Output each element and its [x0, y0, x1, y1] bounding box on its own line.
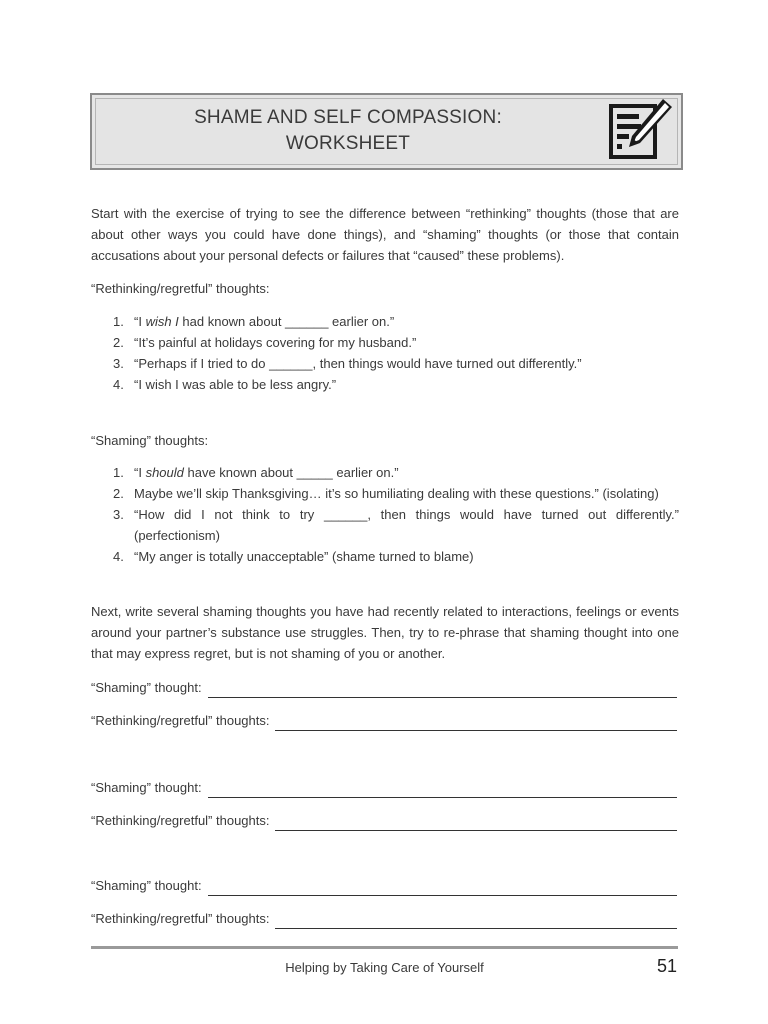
rethinking-heading: “Rethinking/regretful” thoughts:	[91, 281, 270, 296]
rethinking-thought-row	[91, 908, 677, 929]
shaming-thought-row	[91, 677, 677, 698]
list-text: “My anger is totally unacceptable” (shame turned to blame)	[134, 549, 474, 564]
shaming-thought-label: “Shaming” thought:	[91, 680, 202, 695]
list-text: “Perhaps if I tried to do ______, then things would have turned out differently.”	[134, 356, 582, 371]
list-emphasis: wish I	[145, 314, 179, 329]
shaming-thought-blank[interactable]	[208, 880, 677, 896]
worksheet-pencil-icon	[608, 97, 676, 163]
list-text: Maybe we’ll skip Thanksgiving… it’s so humiliating dealing with these questions.” (isolating)	[134, 486, 659, 501]
list-number: 4.	[113, 549, 124, 564]
list-number: 4.	[113, 377, 124, 392]
rethinking-thought-row	[91, 710, 677, 731]
list-number: 2.	[113, 335, 124, 350]
shaming-thought-label: “Shaming” thought:	[91, 878, 202, 893]
shaming-thought-blank[interactable]	[208, 782, 677, 798]
shaming-thought-row	[91, 777, 677, 798]
list-item	[91, 353, 679, 374]
title-line-1: SHAME AND SELF COMPASSION:	[194, 107, 502, 128]
list-item	[91, 504, 679, 546]
list-item	[91, 311, 679, 332]
list-item	[91, 332, 679, 353]
list-text: “I	[134, 465, 146, 480]
footer-title: Helping by Taking Care of Yourself	[285, 960, 484, 975]
page-number: 51	[656, 956, 677, 976]
list-emphasis: should	[145, 465, 184, 480]
rethinking-thought-label: “Rethinking/regretful” thoughts:	[91, 713, 270, 728]
list-text: have known about _____ earlier on.”	[183, 465, 399, 480]
shaming-thought-row	[91, 875, 677, 896]
page-title	[188, 105, 508, 157]
rethinking-thought-blank[interactable]	[275, 715, 677, 731]
list-text: “I wish I was able to be less angry.”	[134, 377, 337, 392]
list-number: 3.	[113, 356, 124, 371]
shaming-thought-blank[interactable]	[208, 682, 677, 698]
rethinking-thought-row	[91, 810, 677, 831]
rethinking-list	[91, 311, 679, 395]
shaming-thought-label: “Shaming” thought:	[91, 780, 202, 795]
rethinking-thought-label: “Rethinking/regretful” thoughts:	[91, 911, 270, 926]
shaming-heading: “Shaming” thoughts:	[91, 433, 209, 448]
list-item	[91, 374, 679, 395]
list-text: had known about ______ earlier on.”	[178, 314, 395, 329]
intro-paragraph: Start with the exercise of trying to see the difference between “rethinking” thoughts (those that are about other ways you could have done things), and “shaming” thoughts (or those that contain accusations about your personal defects or failures that “caused” these problems).	[91, 206, 679, 263]
list-number: 3.	[113, 507, 124, 522]
title-line-2: WORKSHEET	[285, 133, 411, 154]
rethinking-thought-blank[interactable]	[275, 913, 677, 929]
list-item	[91, 546, 679, 567]
list-text: “How did I not think to try ______, then things would have turned out differently.” (perfectionism)	[134, 507, 679, 543]
list-item	[91, 462, 679, 483]
list-item	[91, 483, 679, 504]
list-number: 1.	[113, 465, 124, 480]
list-number: 2.	[113, 486, 124, 501]
list-text: “It’s painful at holidays covering for my husband.”	[134, 335, 417, 350]
shaming-list	[91, 462, 679, 567]
instructions-paragraph: Next, write several shaming thoughts you have had recently related to interactions, feelings or events around your partner’s substance use struggles. Then, try to re-phrase that shaming thought into one that may express regret, but is not shaming of you or another.	[91, 604, 679, 661]
worksheet-header	[90, 93, 683, 170]
list-number: 1.	[113, 314, 124, 329]
rethinking-thought-label: “Rethinking/regretful” thoughts:	[91, 813, 270, 828]
rethinking-thought-blank[interactable]	[275, 815, 677, 831]
list-text: “I	[134, 314, 146, 329]
footer-divider	[91, 946, 678, 949]
